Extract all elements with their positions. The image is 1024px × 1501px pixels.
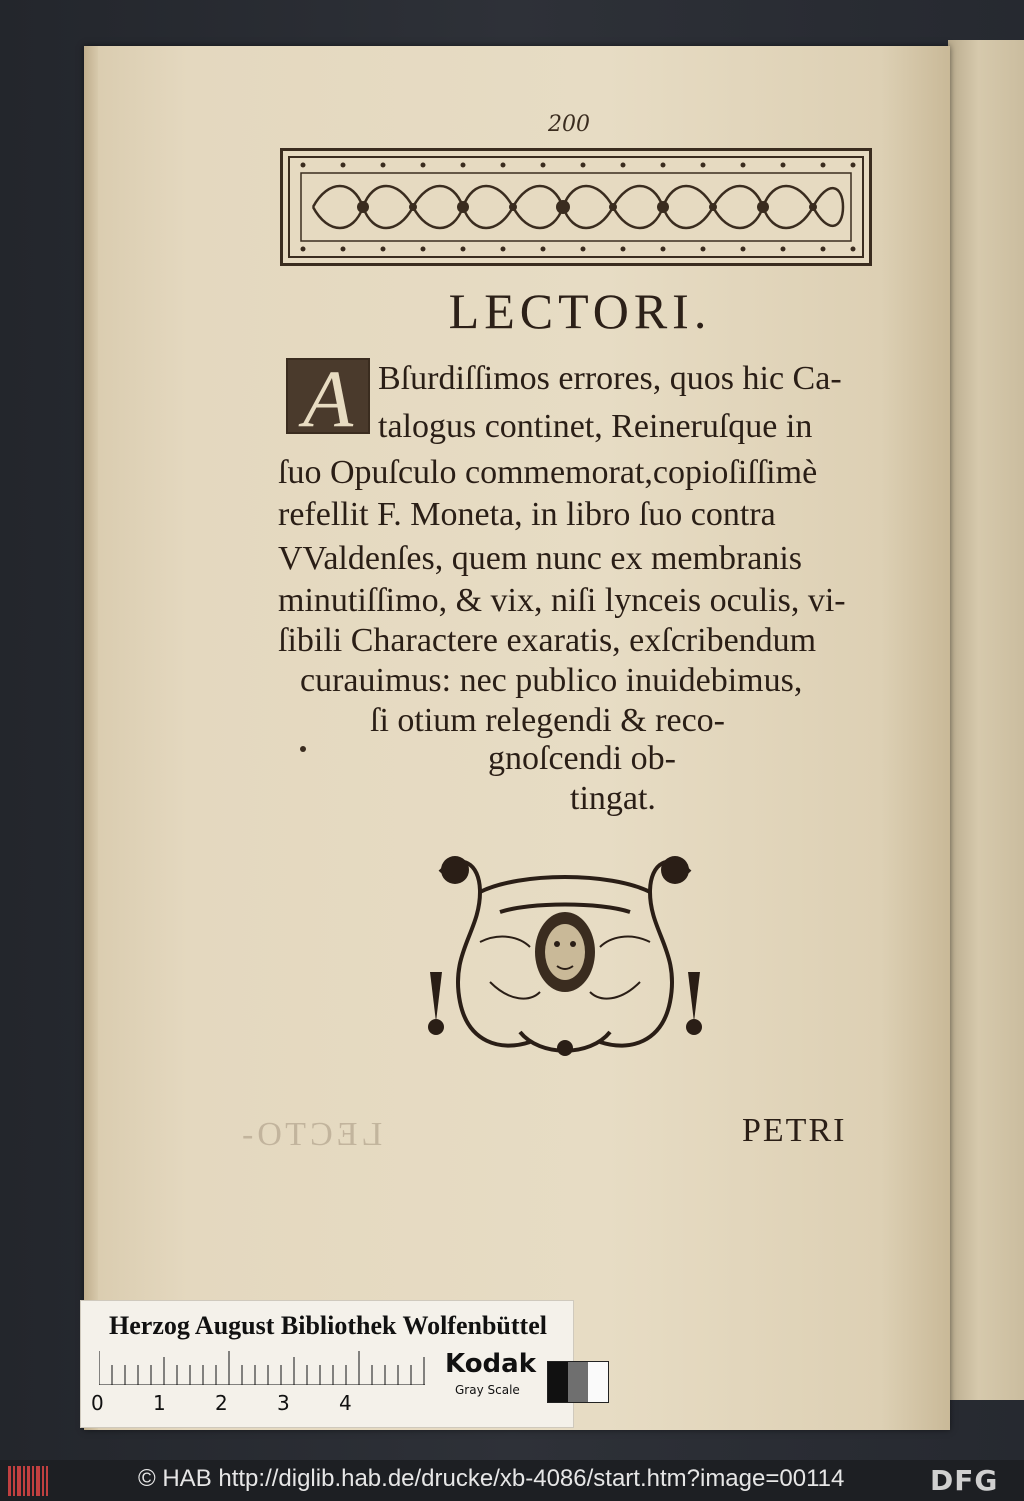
text-line-2: talogus continet, Reineruſque in	[378, 408, 813, 445]
page-heading: LECTORI.	[448, 283, 712, 339]
ruler-number: 1	[153, 1391, 166, 1415]
tailpiece-mask-ornament-icon	[420, 852, 710, 1060]
institution-name: Herzog August Bibliothek Wolfenbüttel	[109, 1311, 547, 1340]
facing-page-ghost-text	[956, 300, 1016, 1000]
text-line-9: ſi otium relegendi & reco-	[370, 702, 725, 739]
ruler-number: 2	[215, 1391, 228, 1415]
ruler-scale-icon	[99, 1351, 425, 1385]
gray-scale-label: Gray Scale	[455, 1383, 520, 1397]
facing-page-edge	[948, 40, 1024, 1400]
barcode-icon	[8, 1466, 48, 1496]
text-line-6: minutiſſimo, & vix, niſi lynceis oculis, vi-	[278, 582, 846, 619]
text-line-3: ſuo Opuſculo commemorat,copioſiſſimè	[278, 454, 818, 491]
text-line-10: gnoſcendi ob-	[488, 740, 676, 777]
kodak-logo: Kodak	[445, 1349, 536, 1379]
text-line-11: tingat.	[570, 780, 656, 817]
headpiece-pattern-icon	[283, 151, 869, 263]
swatch-white	[588, 1362, 608, 1402]
gray-swatches	[547, 1361, 609, 1403]
page-fore-edge	[84, 46, 98, 1430]
dfg-logo: DFG	[930, 1464, 999, 1497]
catchword: PETRI	[742, 1112, 847, 1149]
text-line-8: curauimus: nec publico inuidebimus,	[300, 662, 803, 699]
ruler-number: 3	[277, 1391, 290, 1415]
swatch-gray	[568, 1362, 588, 1402]
ruler-number: 0	[91, 1391, 104, 1415]
decorated-initial	[286, 353, 370, 444]
text-line-4: refellit F. Moneta, in libro ſuo contra	[278, 496, 776, 533]
ruler-number: 4	[339, 1391, 352, 1415]
color-reference-card	[80, 1300, 574, 1428]
footer-bar	[0, 1460, 1024, 1501]
text-line-1: Bſurdiſſimos errores, quos hic Ca-	[378, 360, 842, 397]
page-number: 200	[548, 112, 590, 137]
headpiece-ornament	[280, 148, 872, 266]
text-line-5: VValdenſes, quem nunc ex membranis	[278, 540, 803, 577]
swatch-black	[548, 1362, 568, 1402]
printers-mark-dot	[300, 746, 306, 752]
copyright-url[interactable]: © HAB http://diglib.hab.de/drucke/xb-4086/start.htm?image=00114	[138, 1465, 845, 1492]
ruler-numbers	[91, 1391, 431, 1421]
bleed-through-text: LECTO-	[238, 1116, 383, 1153]
text-line-7: ſibili Charactere exaratis, exſcribendum	[278, 622, 817, 659]
initial-letter: A	[302, 353, 354, 444]
